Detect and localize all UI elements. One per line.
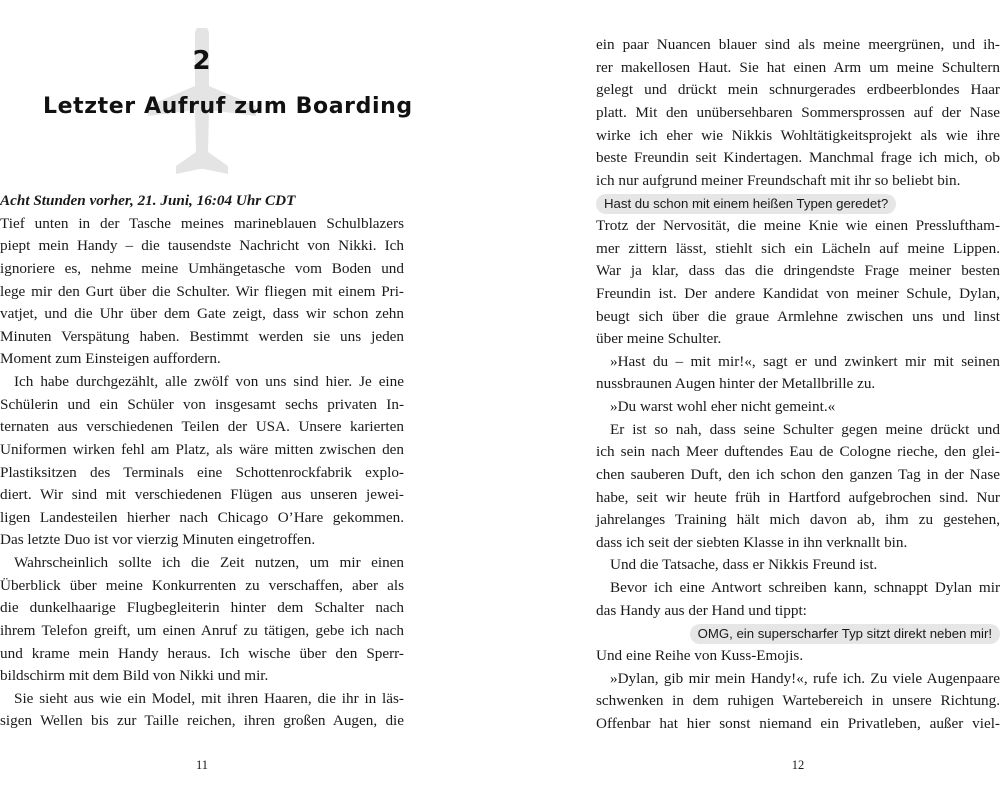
text-line: ich sein nach Meer duftendes Eau de Cologne rieche, den glei-: [596, 443, 1000, 461]
text-line: chen sauberen Duft, den ich schon den ganzen Tag in der Nase: [596, 465, 1000, 483]
text-line: beugt sich über die graue Armlehne zwischen uns und linst: [596, 307, 1000, 325]
text-line: Wahrscheinlich sollte ich die Zeit nutzen, um mir einen: [14, 554, 404, 571]
text-line: wirke ich eher wie Nikkis Wohltätigkeitsprojekt als wie ihre: [596, 126, 1000, 144]
text-line: ich nur aufgrund meiner Freundschaft mit ihr so beliebt bin.: [596, 171, 961, 189]
text-line: Freundin ist. Der andere Kandidat von meiner Schule, Dylan,: [596, 284, 1000, 302]
text-line: ligen Landesteilen hierher nach Chicago O’Hare gekommen.: [0, 508, 404, 526]
text-line: Uniformen wirken fehl am Platz, als wäre mitten zwischen den: [0, 440, 404, 458]
text-line: »Dylan, gib mir mein Handy!«, rufe ich. Zu viele Augenpaare: [610, 669, 1000, 687]
text-line: ignoriere es, nehme meine Umhängetasche vom Boden und: [0, 259, 404, 277]
text-line: Das letzte Duo ist vor vierzig Minuten eingetroffen.: [0, 531, 316, 549]
text-line: beste Freundin seit Kindertagen. Manchmal frage ich mich, ob: [596, 149, 1000, 167]
text-line: Offenbar hat hier sonst niemand ein Privatleben, außer viel-: [596, 714, 1000, 732]
text-line: Er ist so nah, dass seine Schulter gegen meine drückt und: [610, 420, 1000, 438]
text-line: »Du warst wohl eher nicht gemeint.«: [610, 398, 836, 415]
text-line: rer makellosen Haut. Sie hat einen Arm um meine Schultern: [596, 58, 1000, 76]
text-line: Minuten Verspätung haben. Bestimmt werden sie uns jeden: [0, 327, 404, 345]
chat-message-bubble: Hast du schon mit einem heißen Typen geredet?: [596, 194, 896, 214]
chapter-title: Letzter Aufruf zum Boarding: [43, 94, 413, 119]
text-line: habe, seit wir heute früh in Hartford aufgebrochen sind. Nur: [596, 488, 1000, 506]
text-line: ternaten aus verschiedenen Teilen der USA. Unsere karierten: [0, 418, 404, 436]
text-line: Sie sieht aus wie ein Model, mit ihren Haaren, die ihr in läs-: [14, 689, 404, 707]
text-line: Plastiksitzen des Terminals eine Schottenrockfabrik explo-: [0, 463, 404, 481]
text-line: die dunkelhaarige Flugbegleiterin hinter dem Schalter nach: [0, 599, 404, 617]
text-line: nussbraunen Augen hinter der Metallbrille zu.: [596, 375, 876, 393]
chat-message-row: [596, 622, 1000, 645]
text-line: Trotz der Nervosität, die meine Knie wie einen Pressluftham-: [596, 217, 1000, 234]
text-line: und krame mein Handy heraus. Ich wische über den Sperr-: [0, 644, 404, 662]
text-line: Und eine Reihe von Kuss-Emojis.: [596, 646, 804, 664]
page-number-left: 11: [195, 758, 209, 772]
text-line: Tief unten in der Tasche meines marineblauen Schulblazers: [0, 214, 404, 232]
text-line: Ich habe durchgezählt, alle zwölf von uns sind hier. Je eine: [14, 373, 404, 390]
text-line: War ja klar, dass das die dringendste Frage meiner besten: [596, 262, 1000, 280]
text-line: »Hast du – mit mir!«, sagt er und zwinkert mir mit seinen: [610, 352, 1000, 370]
left-body-text: [0, 190, 404, 733]
text-line: lege mir den Gurt über die Schulter. Wir fliegen mit einem Pri-: [0, 282, 404, 300]
text-line: sigen Wellen bis zur Taille reichen, ihren großen Augen, die: [0, 712, 404, 730]
text-line: schwenken in dem ruhigen Wartebereich in unsere Richtung.: [596, 692, 1000, 710]
left-page: [0, 0, 413, 800]
section-subheading: Acht Stunden vorher, 21. Juni, 16:04 Uhr CDT: [0, 192, 296, 209]
text-line: Und die Tatsache, dass er Nikkis Freund ist.: [610, 556, 878, 574]
chat-message-bubble: OMG, ein superscharfer Typ sitzt direkt neben mir!: [690, 624, 1000, 644]
text-line: gelegt und drückt mein schnurgerades erdbeerblondes Haar: [596, 81, 1000, 99]
text-line: ihrem Telefon greift, um einen Anruf zu tätigen, gebe ich nach: [0, 621, 404, 639]
text-line: piept mein Handy – die tausendste Nachricht von Nikki. Ich: [0, 237, 404, 255]
chapter-number: 2: [192, 46, 212, 76]
text-line: diert. Wir sind mit verschiedenen Flügen aus unseren jewei-: [0, 486, 404, 504]
text-line: jahrelanges Training hält mich davon ab, ihm zu gestehen,: [596, 511, 1000, 529]
right-page: [596, 0, 1000, 800]
text-line: Schülerin und ein Schüler von insgesamt sechs privaten In-: [0, 395, 404, 413]
text-line: ein paar Nuancen blauer sind als meine meergrünen, und ih-: [596, 36, 1000, 53]
text-line: Moment zum Einsteigen auffordern.: [0, 350, 221, 368]
text-line: mer zittern lässt, stiehlt sich ein Lächeln auf meine Lippen.: [596, 239, 1000, 257]
text-line: über meine Schulter.: [596, 330, 722, 348]
text-line: das Handy aus der Hand und tippt:: [596, 601, 807, 619]
text-line: bildschirm mit dem Bild von Nikki und mir.: [0, 667, 269, 685]
page-number-right: 12: [791, 758, 805, 772]
right-body-text: [596, 34, 1000, 735]
text-line: platt. Mit den unübersehbaren Sommersprossen auf der Nase: [596, 103, 1000, 121]
chat-message-row: [596, 192, 1000, 215]
text-line: dass ich seit der siebten Klasse in ihn verknallt bin.: [596, 533, 908, 551]
text-line: Überblick über meine Konkurrenten zu verschaffen, aber als: [0, 576, 404, 594]
text-line: vatjet, und die Uhr über dem Gate zeigt, dass wir schon zehn: [0, 305, 404, 323]
text-line: Bevor ich eine Antwort schreiben kann, schnappt Dylan mir: [610, 579, 1000, 596]
